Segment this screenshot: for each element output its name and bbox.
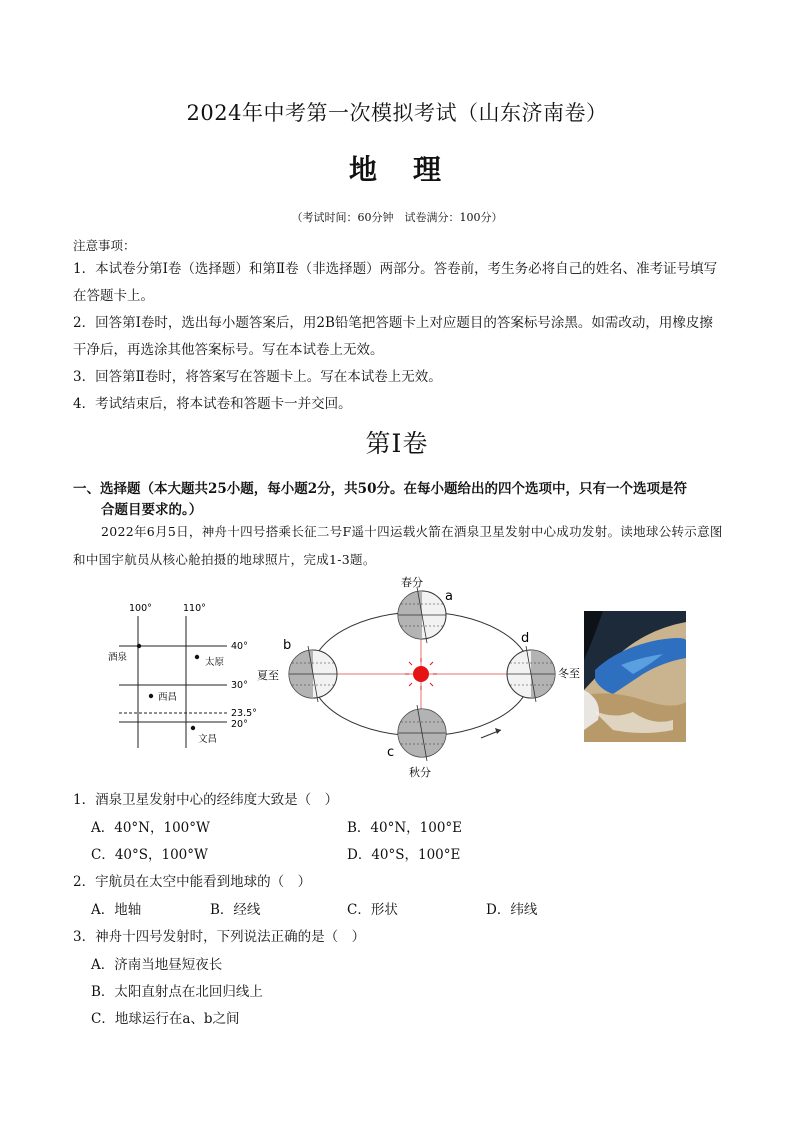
xichang-dot	[149, 694, 153, 698]
notice-item-2: 2．回答第Ⅰ卷时，选出每小题答案后，用2B铅笔把答题卡上对应题目的答案标号涂黑。如需改动，用橡皮擦干净后，再选涂其他答案标号。写在本试卷上无效。	[73, 315, 713, 358]
place-jiuquan: 酒泉	[108, 652, 128, 663]
globe-c	[398, 705, 446, 761]
sun-icon	[413, 666, 429, 682]
lat-label-40: 40°	[231, 641, 248, 652]
term-winter: 冬至	[558, 667, 580, 680]
q1-option-b: B．40°N，100°E	[347, 820, 463, 836]
notice-item-3: 3．回答第Ⅱ卷时，将答案写在答题卡上。写在本试卷上无效。	[73, 369, 442, 385]
wenchang-dot	[191, 726, 195, 730]
notice-item-4: 4．考试结束后，将本试卷和答题卡一并交回。	[73, 396, 352, 412]
q1-option-c: C．40°S，100°W	[91, 847, 208, 863]
lon-label-110: 110°	[183, 603, 206, 614]
q3-option-b: B．太阳直射点在北回归线上	[91, 984, 263, 1000]
part-heading	[73, 479, 725, 521]
lon-label-100: 100°	[129, 603, 152, 614]
part-heading-cont: 合题目要求的。）	[101, 502, 203, 518]
figure-svg	[73, 570, 723, 780]
subject-title: 地 理	[348, 153, 445, 186]
question-3: 3．神舟十四号发射时，下列说法正确的是（ ）	[73, 929, 366, 945]
notice-item-1: 1．本试卷分第Ⅰ卷（选择题）和第Ⅱ卷（非选择题）两部分。答卷前，考生务必将自己的姓名、准考证号填写在答题卡上。	[73, 261, 718, 304]
lat-label-23-5: 23.5°	[231, 708, 257, 719]
q2-option-c: C．形状	[347, 902, 398, 918]
part-heading-lead: 一、选择题（本大题共25小题，每小题2分，共50分。在每小题给出的四个选项中，只有一个选项是符	[73, 481, 687, 497]
place-wenchang: 文昌	[198, 734, 218, 745]
letter-d: d	[521, 631, 530, 646]
place-xichang: 西昌	[158, 692, 178, 703]
lat-lon-map	[119, 616, 227, 748]
notice-heading: 注意事项：	[73, 238, 136, 253]
exam-title: 2024年中考第一次模拟考试（山东济南卷）	[186, 101, 608, 125]
q2-option-b: B．经线	[210, 902, 261, 918]
reading-passage: 2022年6月5日，神舟十四号搭乘长征二号F遥十四运载火箭在酒泉卫星发射中心成功发射。读地球公转示意图和中国宇航员从核心舱拍摄的地球照片，完成1-3题。	[73, 524, 723, 567]
taiyuan-dot	[195, 655, 199, 659]
place-taiyuan: 太原	[205, 657, 225, 668]
question-1: 1．酒泉卫星发射中心的经纬度大致是（ ）	[73, 792, 339, 808]
globe-a	[398, 587, 446, 643]
letter-b: b	[283, 638, 292, 653]
term-spring: 春分	[401, 576, 423, 589]
globe-b	[289, 646, 337, 702]
term-summer: 夏至	[257, 669, 279, 682]
question-2: 2．宇航员在太空中能看到地球的（ ）	[73, 874, 312, 890]
q3-option-c: C．地球运行在a、b之间	[91, 1011, 240, 1027]
q3-option-a: A．济南当地昼短夜长	[91, 957, 223, 973]
lat-label-20: 20°	[231, 719, 248, 730]
figure	[73, 570, 723, 780]
lat-label-30: 30°	[231, 680, 248, 691]
letter-c: c	[387, 745, 395, 760]
globe-d	[507, 646, 555, 702]
jiuquan-dot	[137, 644, 141, 648]
earth-photo	[584, 611, 686, 742]
q2-option-a: A．地轴	[91, 902, 142, 918]
q1-option-a: A．40°N，100°W	[91, 820, 210, 836]
q2-option-d: D．纬线	[486, 902, 538, 918]
letter-a: a	[445, 589, 453, 604]
q1-option-d: D．40°S，100°E	[347, 847, 461, 863]
section-title: 第Ⅰ卷	[365, 429, 429, 458]
term-autumn: 秋分	[409, 766, 431, 779]
exam-info: （考试时间：60分钟 试卷满分：100分）	[291, 211, 503, 224]
